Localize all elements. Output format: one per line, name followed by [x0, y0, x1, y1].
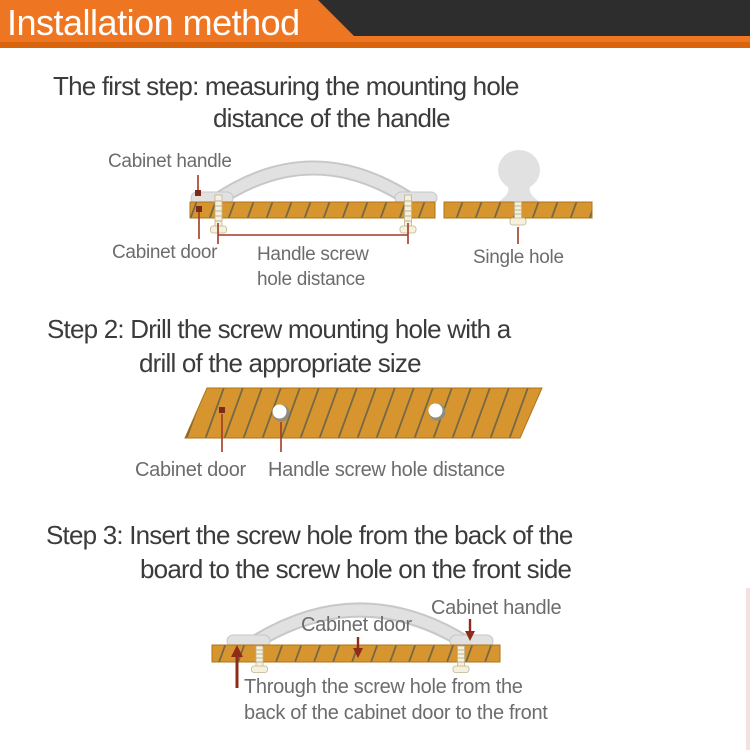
step3-title-line2: board to the screw hole on the front side	[140, 554, 572, 584]
step2-title-line2: drill of the appropriate size	[139, 348, 421, 378]
step2-board-diagram	[185, 388, 542, 452]
cabinet-door-board	[185, 388, 542, 438]
step2-screw-distance-label: Handle screw hole distance	[268, 459, 505, 481]
step3-note	[244, 674, 548, 726]
knob-ball	[498, 150, 540, 190]
drilled-hole	[429, 404, 446, 421]
step1-screw-distance-line2: hole distance	[257, 269, 366, 290]
step2-title-line1: Step 2: Drill the screw mounting hole with a	[47, 314, 511, 344]
step1-cabinet-door-label: Cabinet door	[112, 242, 218, 263]
step1-knob-diagram	[444, 150, 592, 244]
cabinet-door-board	[190, 202, 435, 218]
step1-title-line2: distance of the handle	[213, 103, 450, 133]
step3-note-line1: Through the screw hole from the	[244, 676, 523, 698]
step1-handle-diagram	[190, 168, 437, 244]
adjacent-panel-edge	[746, 588, 750, 750]
step1-single-hole-label: Single hole	[473, 247, 564, 268]
page-title: Installation method	[7, 2, 300, 43]
step3-cabinet-handle-label: Cabinet handle	[431, 597, 562, 619]
screw-distance-dimension	[218, 223, 408, 244]
step3-title-line1: Step 3: Insert the screw hole from the back of the	[46, 520, 573, 550]
step1-screw-distance-label	[257, 242, 369, 292]
step3-note-line2: back of the cabinet door to the front	[244, 702, 548, 724]
step1-title-line1: The first step: measuring the mounting hole	[53, 71, 519, 101]
step2-cabinet-door-label: Cabinet door	[135, 459, 246, 481]
drilled-hole	[273, 405, 290, 422]
step3-cabinet-door-label: Cabinet door	[301, 614, 412, 636]
cabinet-door-pointer	[196, 206, 202, 239]
step1-cabinet-handle-label: Cabinet handle	[108, 151, 232, 172]
cabinet-handle-pointer	[195, 175, 201, 196]
step1-screw-distance-line1: Handle screw	[257, 244, 369, 265]
